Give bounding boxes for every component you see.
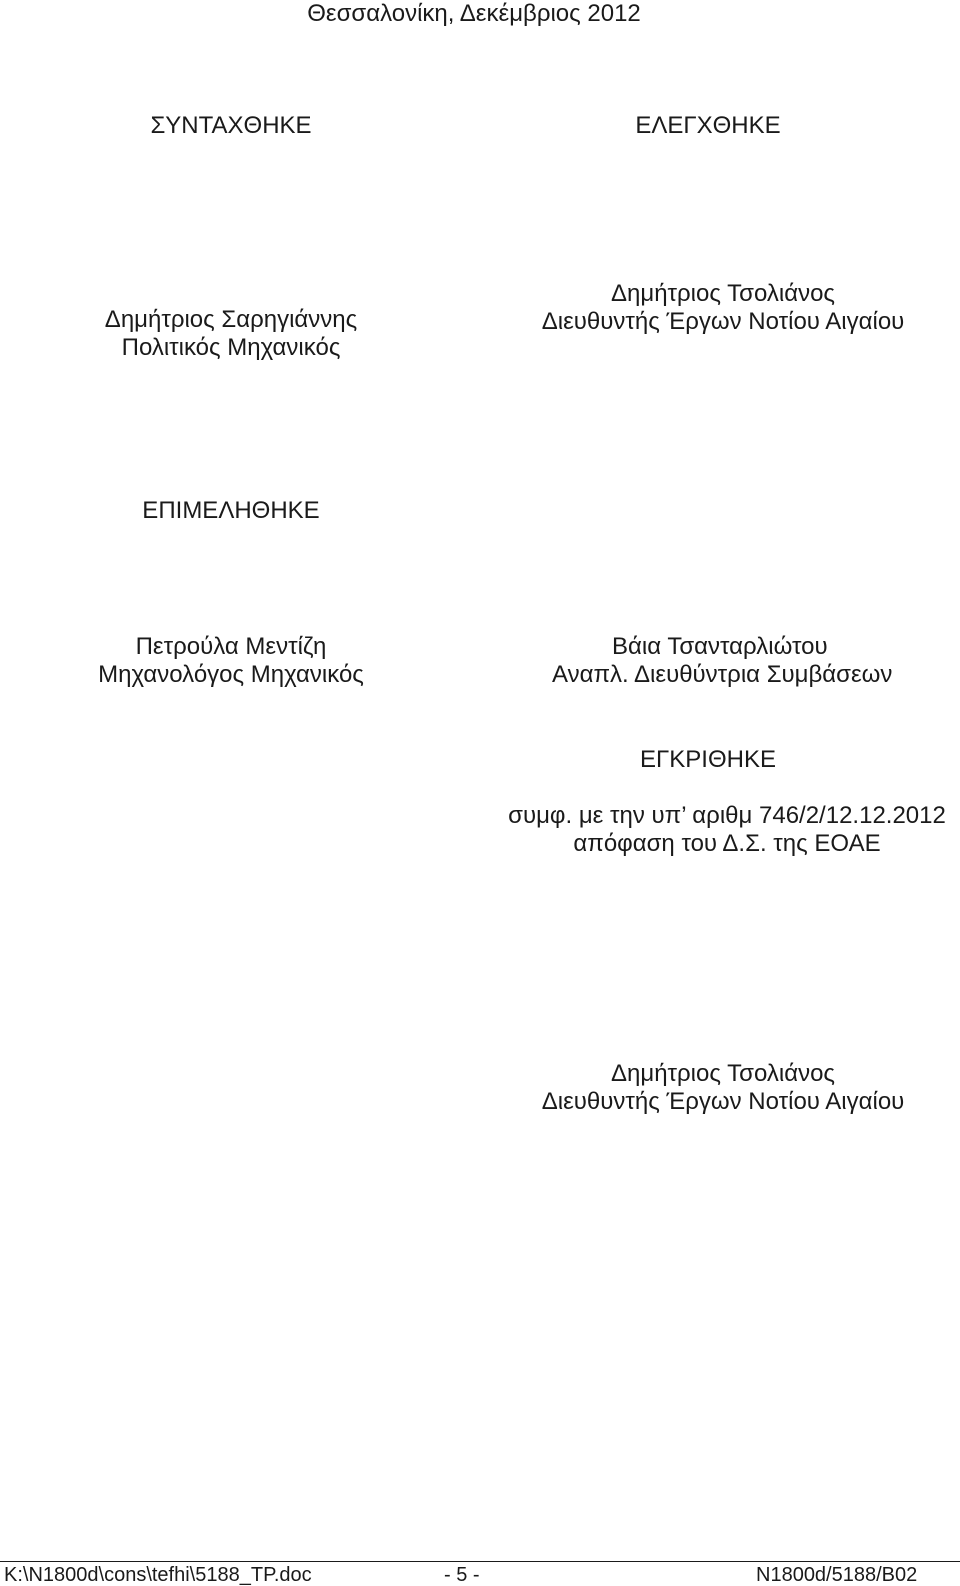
compiled-heading: ΣΥΝΤΑΧΘΗΚΕ [150, 112, 312, 139]
footer-document-code: N1800d/5188/B02 [756, 1564, 918, 1586]
approved-title: Διευθυντής Έργων Νοτίου Αιγαίου [541, 1088, 905, 1115]
approved-heading: ΕΓΚΡΙΘΗΚΕ [640, 746, 776, 773]
place-date: Θεσσαλονίκη, Δεκέμβριος 2012 [307, 0, 641, 27]
checked-name: Δημήτριος Τσολιάνος [610, 280, 835, 307]
checked-heading: ΕΛΕΓΧΘΗΚΕ [635, 112, 781, 139]
footer-rule [0, 1561, 960, 1562]
edited-right-signatory [552, 633, 892, 689]
edited-right-name: Βάια Τσανταρλιώτου [612, 633, 828, 660]
edited-right-title: Αναπλ. Διευθύντρια Συμβάσεων [552, 661, 893, 688]
approval-line-1: συμφ. με την υπ’ αριθμ 746/2/12.12.2012 [508, 802, 946, 829]
edited-left-name: Πετρούλα Μεντίζη [135, 633, 327, 660]
approved-name: Δημήτριος Τσολιάνος [610, 1060, 835, 1087]
compiled-name: Δημήτριος Σαρηγιάννης [104, 306, 358, 333]
approval-reference [508, 802, 946, 858]
footer-file-path: K:\N1800d\cons\tefhi\5188_TP.doc [4, 1564, 312, 1586]
footer-page-number: - 5 - [444, 1564, 480, 1586]
checked-signatory [542, 280, 905, 336]
edited-heading: ΕΠΙΜΕΛΗΘΗΚΕ [142, 497, 320, 524]
edited-left-signatory [98, 633, 364, 689]
compiled-title: Πολιτικός Μηχανικός [121, 334, 341, 361]
compiled-signatory [105, 306, 357, 362]
approval-line-2: απόφαση του Δ.Σ. της ΕΟΑΕ [573, 830, 881, 857]
approved-signatory [542, 1060, 905, 1116]
edited-left-title: Μηχανολόγος Μηχανικός [98, 661, 364, 688]
checked-title: Διευθυντής Έργων Νοτίου Αιγαίου [541, 308, 905, 335]
